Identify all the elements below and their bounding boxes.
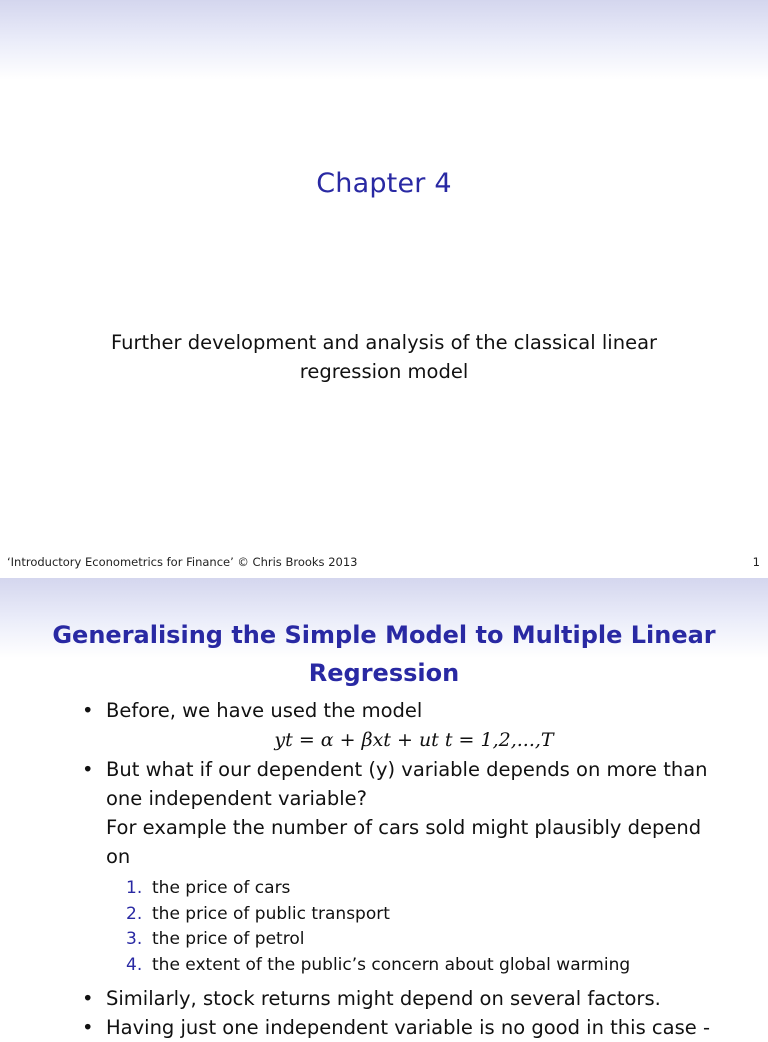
list-item-text: the price of cars [152,878,291,898]
chapter-subtitle: Further development and analysis of the classical linear regression model [110,331,658,383]
list-number: 2. [126,903,143,924]
frame-title: Generalising the Simple Model to Multiple Linear Regression [52,621,716,687]
bullet-item: • Similarly, stock returns might depend on several factors. [82,984,722,1013]
bullet-text: For example the number of cars sold might plausibly depend on [106,816,702,868]
list-number: 4. [126,954,143,975]
header-band [0,0,768,80]
slide-2 [0,578,768,1039]
page-number: 1 [752,555,760,569]
list-item [126,902,722,928]
enumerated-list [126,876,722,978]
list-item-text: the price of petrol [152,929,305,949]
footer-citation: ‘Introductory Econometrics for Finance’ © Chris Brooks 2013 [7,555,358,569]
list-item-text: the price of public transport [152,903,390,924]
bullet-text: But what if our dependent (y) variable depends on more than one independent variable? [106,758,708,810]
list-number: 1. [126,878,143,898]
list-number: 3. [126,929,143,949]
bullet-item [82,755,722,871]
list-item-text: the extent of the public’s concern about global warming [152,954,631,975]
bullet-item: • Before, we have used the model [82,696,722,725]
bullet-item: • Having just one independent variable is no good in this case - [82,1013,722,1042]
list-item [126,927,722,953]
list-item [126,876,722,902]
slide-content [82,696,722,1042]
chapter-title: Chapter 4 [316,168,452,199]
slide-footer [0,555,768,573]
list-item [126,953,722,979]
regression-equation: yt = α + βxt + ut t = 1,2,...,T [274,729,554,751]
